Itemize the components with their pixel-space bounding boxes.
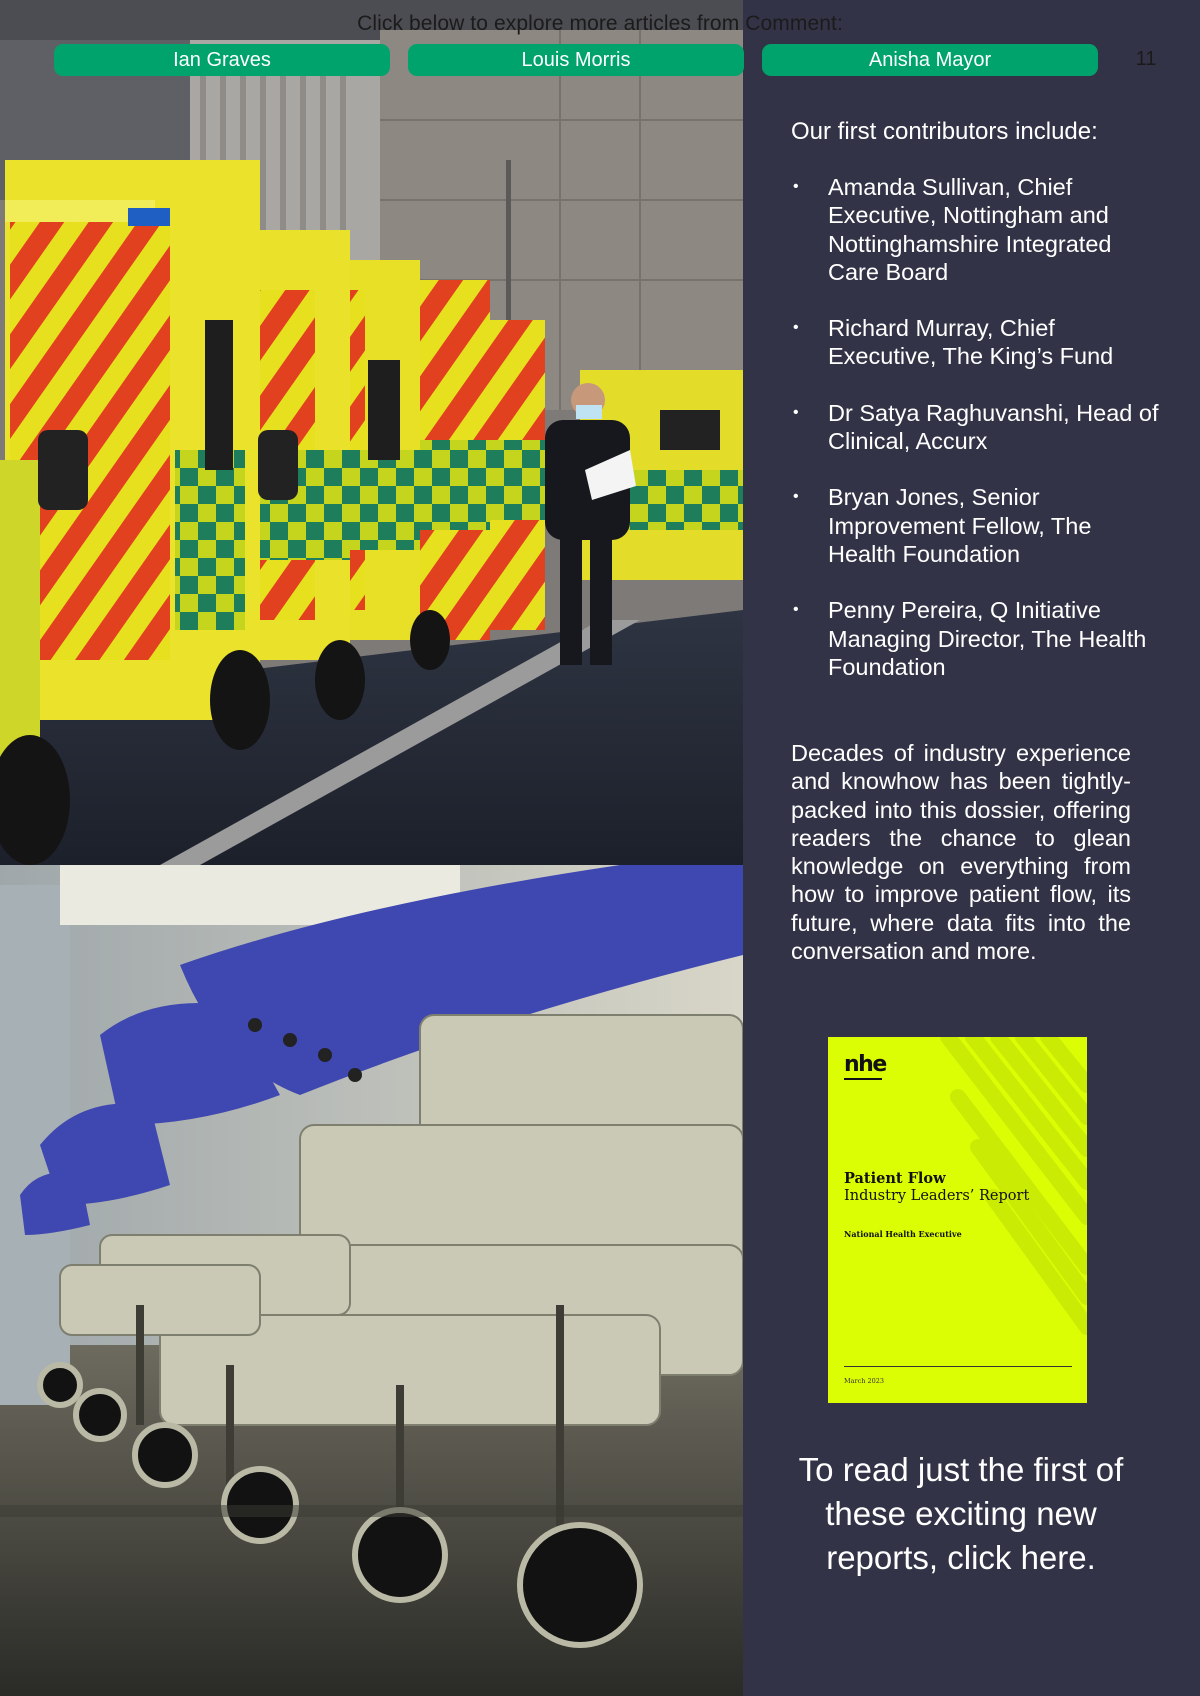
list-item <box>791 399 1161 456</box>
cover-stripes-graphic <box>828 1037 1087 1403</box>
cover-divider <box>844 1366 1072 1367</box>
report-description: Decades of industry experience and knowhow has been tightly-packed into this dossier, offering readers the chance to glean knowledge on everything from how to improve patient flow, its future, where data fits into the conversation and more. <box>791 740 1131 965</box>
cover-date: March 2023 <box>844 1377 885 1385</box>
nav-link-anisha-mayor[interactable]: Anisha Mayor <box>762 44 1098 76</box>
contributor-text: Dr Satya Raghuvanshi, Head of Clinical, Accurx <box>828 399 1159 455</box>
list-item <box>791 596 1161 681</box>
read-report-link[interactable]: To read just the first of these exciting new reports, click here. <box>798 1451 1124 1576</box>
cover-publisher: National Health Executive <box>844 1229 962 1239</box>
list-item <box>791 173 1161 286</box>
nav-caption: Click below to explore more articles from Comment: <box>357 12 843 35</box>
cover-subtitle: Industry Leaders’ Report <box>844 1188 1030 1204</box>
contributors-intro: Our first contributors include: <box>791 118 1098 145</box>
list-item <box>791 483 1161 568</box>
bullet-icon: • <box>793 488 799 506</box>
contributor-text: Bryan Jones, Senior Improvement Fellow, The Health Foundation <box>828 484 1092 567</box>
bullet-icon: • <box>793 601 799 619</box>
cover-title: Patient Flow <box>844 1170 946 1187</box>
contributor-text: Richard Murray, Chief Executive, The King’s Fund <box>828 315 1114 370</box>
page-number: 11 <box>1135 48 1157 70</box>
nav-link-louis-morris[interactable]: Louis Morris <box>408 44 744 76</box>
contributor-text: Amanda Sullivan, Chief Executive, Nottingham and Nottinghamshire Integrated Care Board <box>828 174 1112 285</box>
ambulance-photo <box>0 0 743 865</box>
contributor-text: Penny Pereira, Q Initiative Managing Director, The Health Foundation <box>828 597 1147 680</box>
bullet-icon: • <box>793 178 799 195</box>
nav-link-ian-graves[interactable]: Ian Graves <box>54 44 390 76</box>
bullet-icon: • <box>793 319 799 337</box>
list-item <box>791 314 1161 371</box>
contributor-list <box>791 173 1161 681</box>
report-cover-link[interactable] <box>828 1037 1087 1403</box>
bullet-icon: • <box>793 403 799 421</box>
nhe-logo: nhe <box>844 1052 886 1077</box>
hospital-trolleys-photo <box>0 865 743 1696</box>
logo-underline <box>844 1078 882 1080</box>
